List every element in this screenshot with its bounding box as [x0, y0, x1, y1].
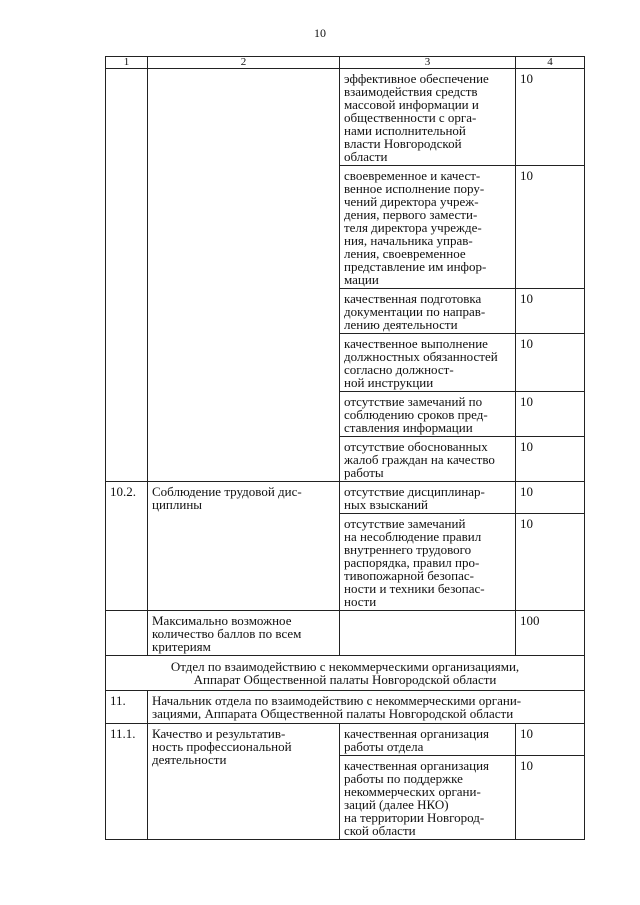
column-number-1: 1: [106, 57, 148, 69]
row-number-cell: [106, 611, 148, 656]
indicator-cell: Соблюдение трудовой дис- циплины: [148, 482, 340, 611]
position-row: [106, 691, 585, 724]
position-title: Начальник отдела по взаимодействию с некоммерческими органи- зациями, Аппарата Общественной палаты Новгородской области: [148, 691, 585, 724]
criteria-table: [105, 56, 585, 840]
criterion-cell: качественная организация работы отдела: [340, 724, 516, 756]
criterion-cell: эффективное обеспечение взаимодействия средств массовой информации и общественности с орга- нами исполнительной власти Новгородской области: [340, 69, 516, 166]
criterion-cell: качественное выполнение должностных обязанностей согласно должност- ной инструкции: [340, 334, 516, 392]
criterion-cell: отсутствие обоснованных жалоб граждан на качество работы: [340, 437, 516, 482]
score-cell: 10: [516, 392, 585, 437]
score-cell: 10: [516, 482, 585, 514]
row-number-cell: [106, 69, 148, 482]
score-cell: 10: [516, 166, 585, 289]
criterion-cell: [340, 611, 516, 656]
score-cell: 10: [516, 724, 585, 756]
criterion-cell: отсутствие замечаний по соблюдению сроков пред- ставления информации: [340, 392, 516, 437]
score-cell: 10: [516, 437, 585, 482]
score-cell: 10: [516, 69, 585, 166]
score-cell: 10: [516, 334, 585, 392]
score-cell: 10: [516, 289, 585, 334]
score-cell: 10: [516, 514, 585, 611]
indicator-cell: [148, 69, 340, 482]
row-number-cell: 11.: [106, 691, 148, 724]
table-row: [106, 69, 585, 166]
section-row: [106, 656, 585, 691]
column-number-3: 3: [340, 57, 516, 69]
column-number-row: [106, 57, 585, 69]
criterion-cell: качественная организация работы по поддержке некоммерческих органи- заций (далее НКО) на территории Новгород- ской области: [340, 756, 516, 840]
row-number-cell: 11.1.: [106, 724, 148, 840]
table-row: [106, 724, 585, 756]
page-number: 10: [314, 26, 326, 40]
criterion-cell: отсутствие замечаний на несоблюдение правил внутреннего трудового распорядка, правил про- тивопожарной безопас- ности и техники безопас- ности: [340, 514, 516, 611]
row-number-cell: 10.2.: [106, 482, 148, 611]
max-score-row: [106, 611, 585, 656]
criterion-cell: отсутствие дисциплинар- ных взысканий: [340, 482, 516, 514]
column-number-4: 4: [516, 57, 585, 69]
criterion-cell: качественная подготовка документации по направ- лению деятельности: [340, 289, 516, 334]
indicator-cell: Качество и результатив- ность профессиональной деятельности: [148, 724, 340, 840]
criterion-cell: своевременное и качест- венное исполнение пору- чений директора учреж- дения, первого замести- теля директора учрежде- ния, начальника управ- ления, своевременное представление им инфор- мации: [340, 166, 516, 289]
max-score-label: Максимально возможное количество баллов по всем критериям: [148, 611, 340, 656]
section-title: Отдел по взаимодействию с некоммерческими организациями, Аппарат Общественной палаты Новгородской области: [106, 656, 585, 691]
column-number-2: 2: [148, 57, 340, 69]
table-row: [106, 482, 585, 514]
max-score-value: 100: [516, 611, 585, 656]
score-cell: 10: [516, 756, 585, 840]
